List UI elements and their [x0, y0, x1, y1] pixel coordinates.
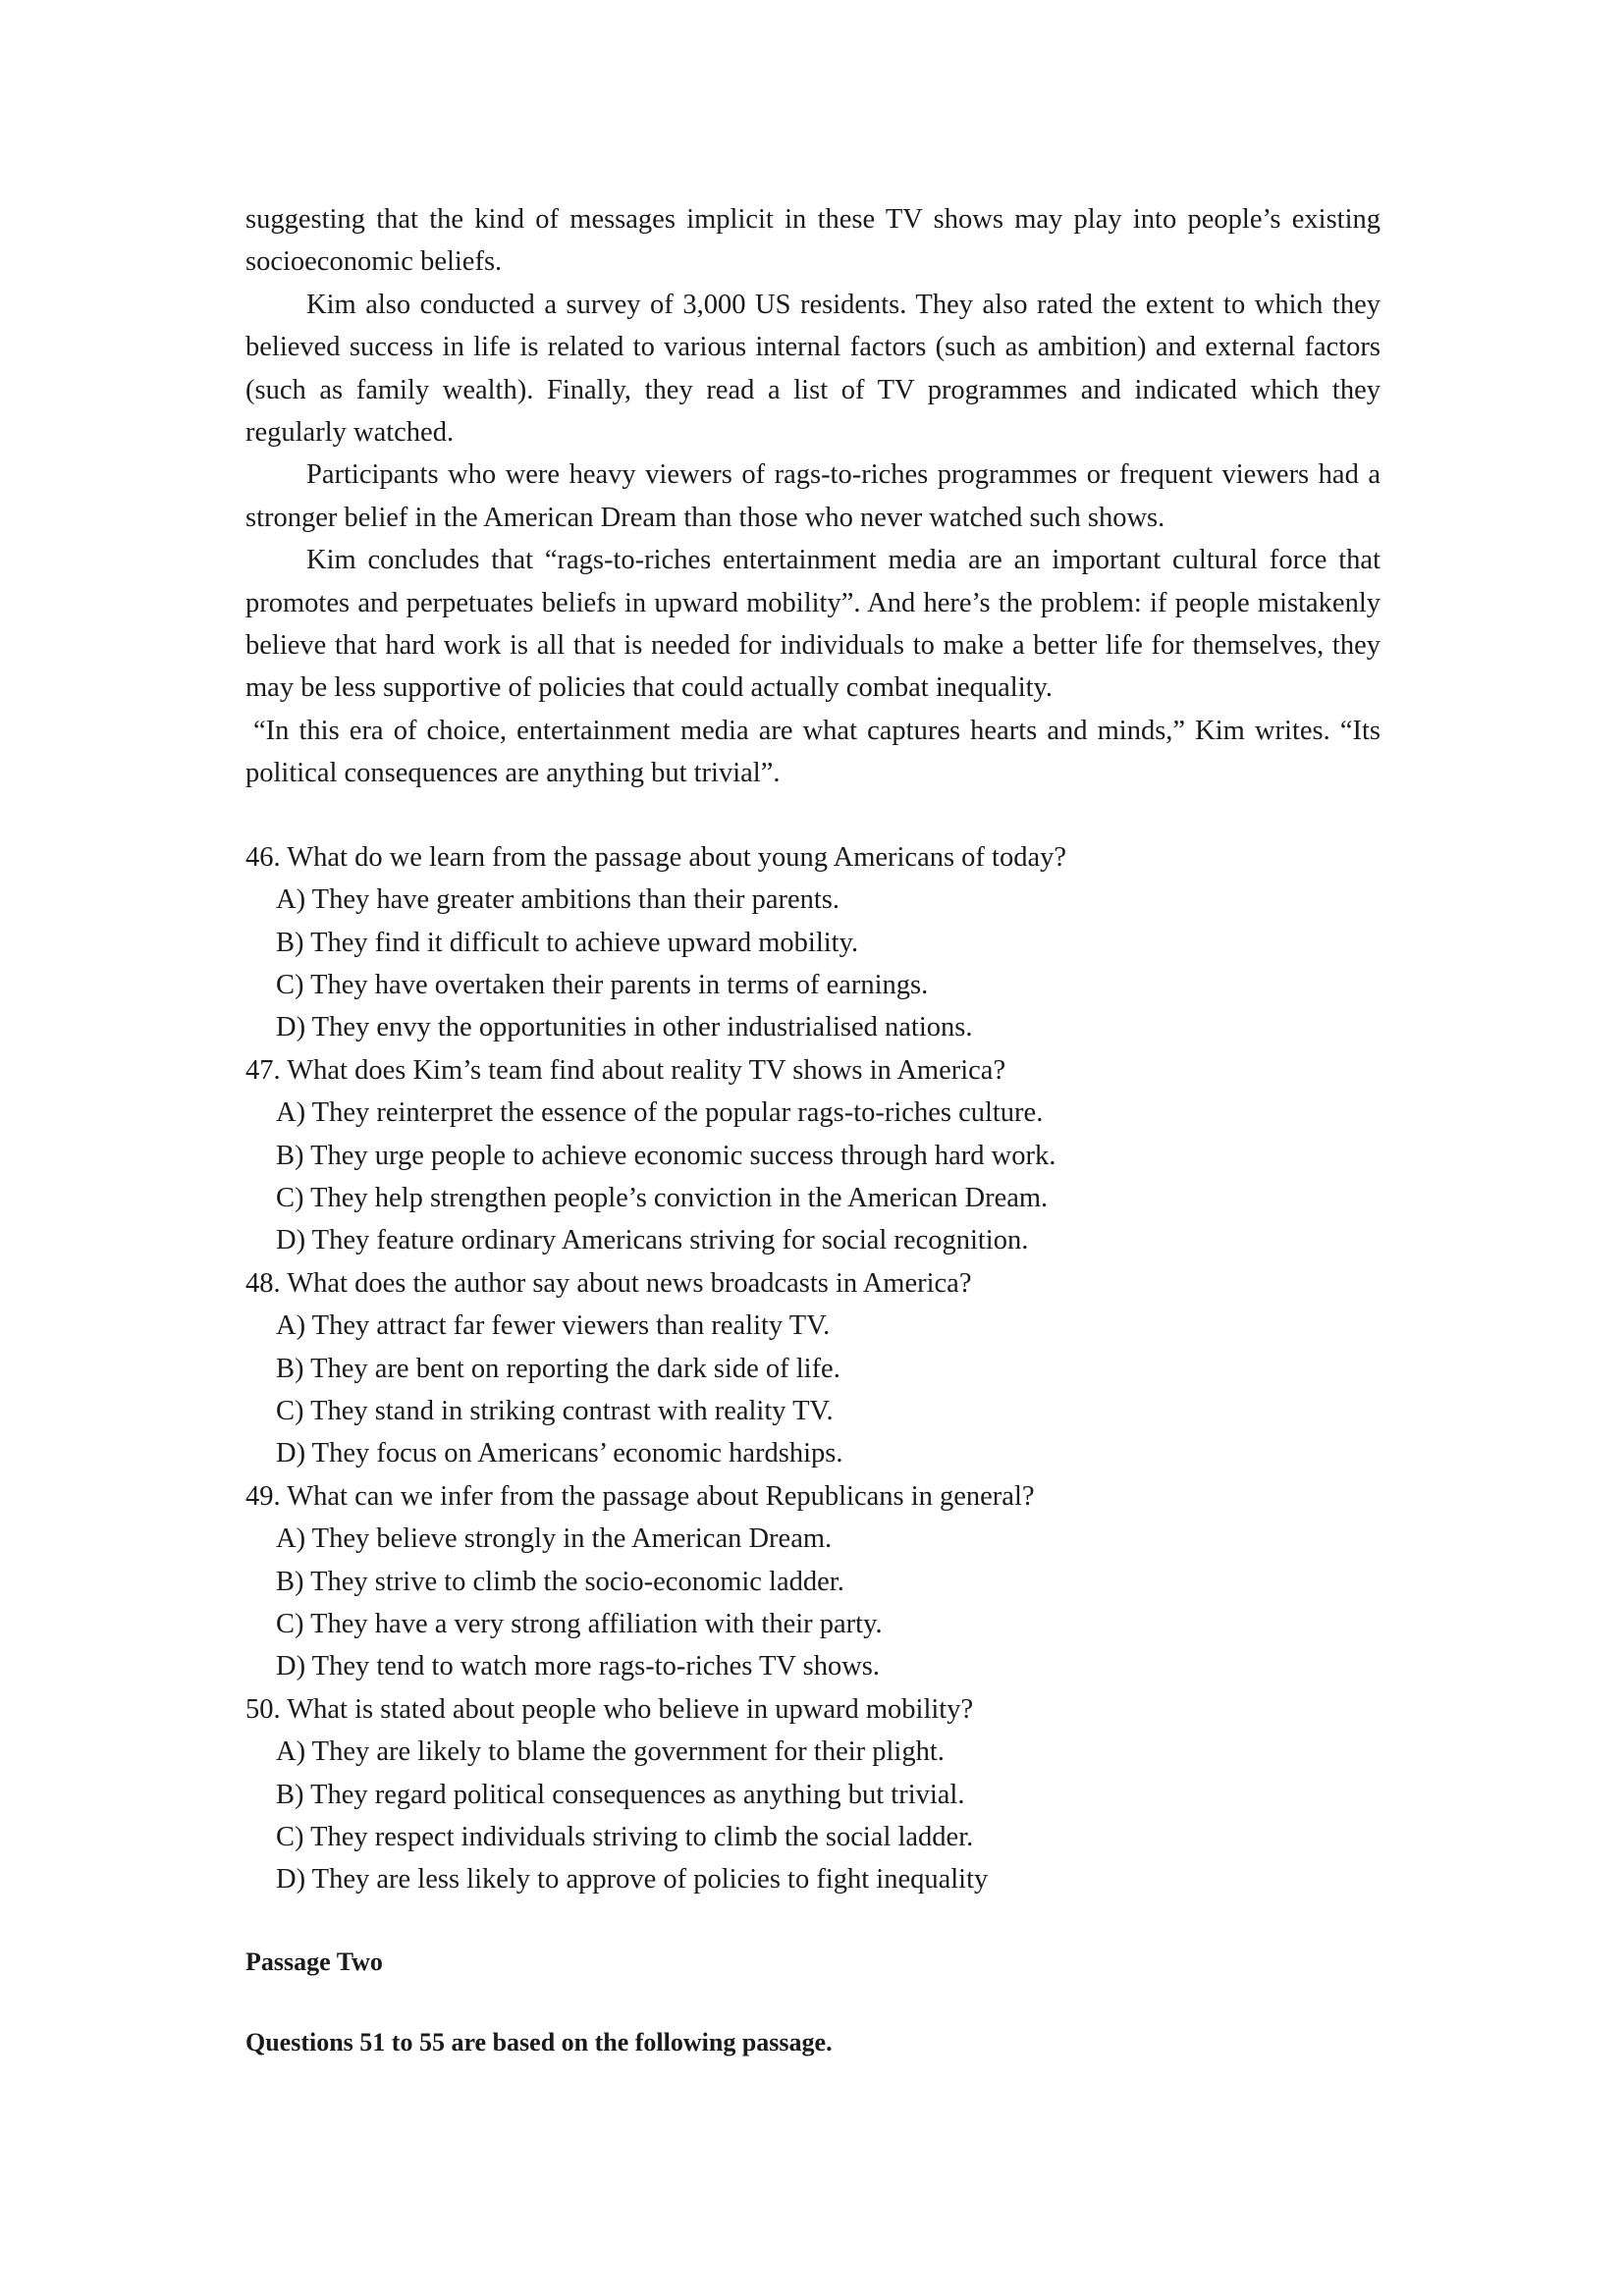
question-list: [245, 836, 1380, 1901]
option-a: A) They attract far fewer viewers than reality TV.: [276, 1310, 831, 1342]
option-d: D) They feature ordinary Americans striving for social recognition.: [276, 1225, 1029, 1256]
option-b: B) They find it difficult to achieve upward mobility.: [276, 927, 859, 958]
option-a: A) They have greater ambitions than their parents.: [276, 884, 840, 916]
option-b: B) They are bent on reporting the dark side of life.: [276, 1353, 840, 1384]
document-page: [245, 198, 1380, 2062]
question-stem: 48. What does the author say about news broadcasts in America?: [245, 1267, 972, 1299]
question-stem: 50. What is stated about people who believe in upward mobility?: [245, 1693, 974, 1725]
question-stem: 46. What do we learn from the passage about young Americans of today?: [245, 841, 1067, 873]
question-47: [245, 1049, 1380, 1262]
option-c: C) They have a very strong affiliation with their party.: [276, 1609, 883, 1639]
option-c: C) They respect individuals striving to climb the social ladder.: [276, 1822, 974, 1853]
option-d: D) They tend to watch more rags-to-riches TV shows.: [276, 1651, 880, 1682]
passage-paragraph-2: Kim also conducted a survey of 3,000 US residents. They also rated the extent to which they believed success in life is related to various internal factors (such as ambition) and external factors (such as family wealth). Finally, they read a list of TV programmes and indicated which they regularly watched.: [245, 289, 1380, 449]
question-48: [245, 1262, 1380, 1475]
option-b: B) They strive to climb the socio-economic ladder.: [276, 1566, 844, 1597]
question-stem: 49. What can we infer from the passage about Republicans in general?: [245, 1480, 1035, 1512]
question-46: [245, 836, 1380, 1049]
passage-two-heading: Passage Two: [245, 1947, 383, 1976]
option-a: A) They reinterpret the essence of the popular rags-to-riches culture.: [276, 1097, 1044, 1129]
option-a: A) They believe strongly in the American Dream.: [276, 1523, 833, 1555]
passage-paragraph-4: Kim concludes that “rags-to-riches entertainment media are an important cultural force that promotes and perpetuates beliefs in upward mobility”. And here’s the problem: if people mistakenly believe that hard work is all that is needed for individuals to make a better life for themselves, they may be less supportive of policies that could actually combat inequality.: [245, 545, 1380, 704]
questions-instruction: Questions 51 to 55 are based on the following passage.: [245, 2027, 833, 2056]
passage-paragraph-1: suggesting that the kind of messages implicit in these TV shows may play into people’s existing socioeconomic beliefs.: [245, 204, 1380, 278]
question-50: [245, 1688, 1380, 1901]
option-b: B) They regard political consequences as anything but trivial.: [276, 1779, 965, 1810]
option-b: B) They urge people to achieve economic success through hard work.: [276, 1140, 1056, 1171]
option-c: C) They stand in striking contrast with reality TV.: [276, 1395, 834, 1426]
option-a: A) They are likely to blame the government for their plight.: [276, 1736, 945, 1768]
option-d: D) They are less likely to approve of policies to fight inequality: [276, 1864, 989, 1896]
option-d: D) They focus on Americans’ economic hardships.: [276, 1438, 843, 1469]
question-49: [245, 1475, 1380, 1688]
option-c: C) They help strengthen people’s conviction in the American Dream.: [276, 1182, 1049, 1213]
passage-paragraph-3: Participants who were heavy viewers of rags-to-riches programmes or frequent viewers had a stronger belief in the American Dream than those who never watched such shows.: [245, 459, 1380, 533]
passage-paragraph-5: “In this era of choice, entertainment media are what captures hearts and minds,” Kim writes. “Its political consequences are anything but trivial”.: [245, 715, 1380, 789]
option-d: D) They envy the opportunities in other industrialised nations.: [276, 1012, 973, 1043]
option-c: C) They have overtaken their parents in terms of earnings.: [276, 969, 929, 1000]
question-stem: 47. What does Kim’s team find about reality TV shows in America?: [245, 1054, 1006, 1086]
